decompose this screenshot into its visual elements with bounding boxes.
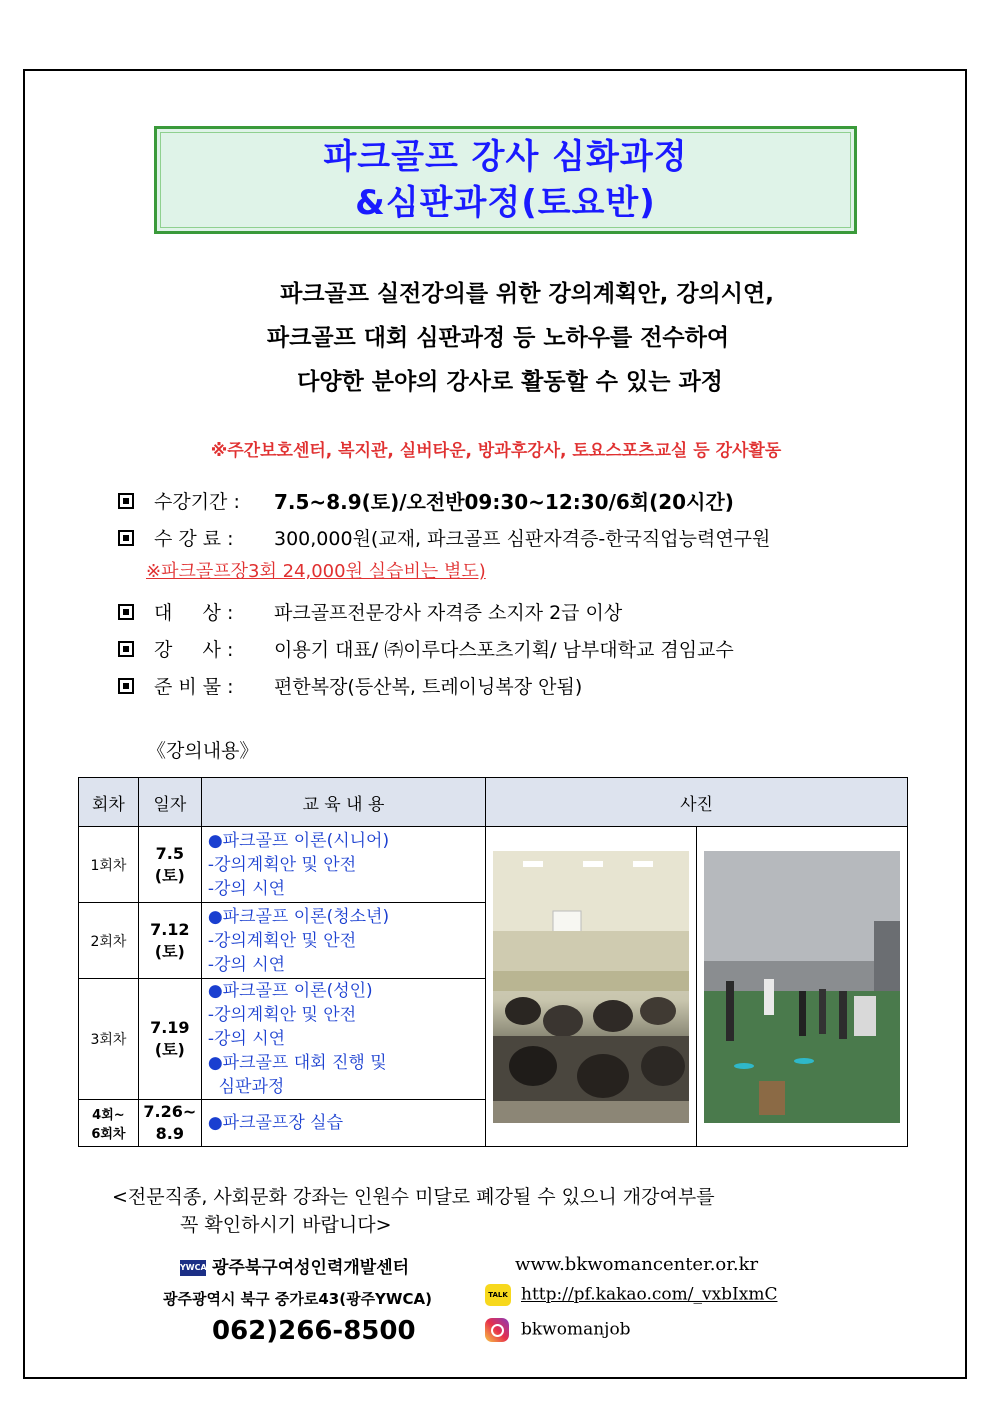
header-session: 회차 [79,778,139,827]
intro-text [150,272,870,404]
session-cell: 4회~ 6회차 [79,1100,139,1147]
kakao-talk-icon: TALK [485,1284,511,1306]
notice-line-2: 꼭 확인하시기 바랍니다> [180,1214,392,1236]
table-header-row [79,778,908,827]
classroom-photo [493,851,689,1123]
info-row-instructor [118,635,918,672]
intro-line-2: 파크골프 대회 심판과정 등 노하우를 전수하여 [266,325,730,351]
info-value: 파크골프전문강사 자격증 소지자 2급 이상 [274,602,623,624]
outdoor-photo-image [704,851,900,1123]
content-line: -강의계획안 및 안전 [207,854,357,875]
content-cell [201,979,485,1100]
intro-line-1: 파크골프 실전강의를 위한 강의계획안, 강의시연, [280,281,774,307]
session-cell: 1회차 [79,827,139,903]
info-value: 7.5~8.9(토)/오전반09:30~12:30/6회(20시간) [274,490,734,514]
date-cell: 7.19 (토) [138,979,201,1100]
date-cell: 7.5 (토) [138,827,201,903]
session-cell: 3회차 [79,979,139,1100]
kakao-contact [485,1284,777,1306]
content-line: ●파크골프 대회 진행 및 [207,1053,387,1073]
header-content: 교 육 내 용 [201,778,485,827]
info-label: 대 상 : [154,602,234,624]
date-cell: 7.12 (토) [138,903,201,979]
instagram-contact [485,1318,631,1342]
content-cell [201,903,485,979]
checkbox-square-icon [118,604,134,620]
info-row-fee [118,524,918,561]
info-label: 준 비 물 : [154,676,234,698]
content-line: ●파크골프 이론(성인) [207,981,373,1001]
section-title: 《강의내용》 [147,740,259,762]
content-line: -강의 시연 [207,878,286,899]
content-line: ●파크골프 이론(시니어) [207,830,390,851]
info-value: 편한복장(등산복, 트레이닝복장 안됨) [274,676,583,698]
content-line: ●파크골프장 실습 [207,1113,344,1133]
header-photo: 사진 [486,778,908,827]
checkbox-square-icon [118,678,134,694]
date-cell: 7.26~ 8.9 [138,1100,201,1147]
org-address: 광주광역시 북구 중가로43(광주YWCA) [163,1290,432,1308]
title-banner [154,126,857,234]
content-line: -강의 시연 [207,954,286,975]
org-phone: 062)266-8500 [212,1316,416,1346]
content-cell [201,827,485,903]
info-label: 수 강 료 : [154,528,234,550]
content-line: 심판과정 [207,1077,285,1097]
info-row-supplies [118,672,918,709]
info-label: 수강기간 : [154,491,240,513]
content-line: -강의계획안 및 안전 [207,1005,357,1025]
kakao-link[interactable]: http://pf.kakao.com/_vxbIxmC [521,1284,778,1305]
outdoor-practice-photo [704,851,900,1123]
course-info [118,487,918,709]
notice-line-1: <전문직종, 사회문화 강좌는 인원수 미달로 폐강될 수 있으니 개강여부를 [112,1186,715,1208]
content-cell [201,1100,485,1147]
schedule-table [78,777,908,1147]
intro-line-3: 다양한 분야의 강사로 활동할 수 있는 과정 [297,369,723,395]
info-row-fee-note [118,561,918,598]
photo-cell-classroom [486,827,697,1147]
session-cell: 2회차 [79,903,139,979]
table-row [79,827,908,903]
org-name-text: 광주북구여성인력개발센터 [212,1258,410,1278]
info-value: 이용기 대표/ ㈜이루다스포츠기획/ 남부대학교 겸임교수 [274,639,734,661]
title-line-1: 파크골프 강사 심화과정 [323,137,688,177]
photo-cell-outdoor [697,827,908,1147]
fee-note: ※파크골프장3회 24,000원 실습비는 별도) [146,561,486,582]
classroom-photo-image [493,851,689,1123]
checkbox-square-icon [118,530,134,546]
website-link[interactable]: www.bkwomancenter.or.kr [515,1254,759,1275]
closing-notice [112,1183,715,1239]
instagram-icon [485,1318,509,1342]
ywca-logo-icon: YWCA [180,1260,206,1276]
info-row-period [118,487,918,524]
content-line: ●파크골프 이론(청소년) [207,906,390,927]
info-row-target [118,598,918,635]
title-line-2: &심판과정(토요반) [355,183,656,223]
instagram-handle[interactable]: bkwomanjob [521,1319,631,1340]
org-name [180,1253,409,1278]
activity-note: ※주간보호센터, 복지관, 실버타운, 방과후강사, 토요스포츠교실 등 강사활동 [210,441,782,461]
header-date: 일자 [138,778,201,827]
content-line: -강의 시연 [207,1029,286,1049]
content-line: -강의계획안 및 안전 [207,930,357,951]
info-label: 강 사 : [154,639,234,661]
checkbox-square-icon [118,641,134,657]
checkbox-square-icon [118,493,134,509]
info-value: 300,000원(교재, 파크골프 심판자격증-한국직업능력연구원 [274,528,771,550]
